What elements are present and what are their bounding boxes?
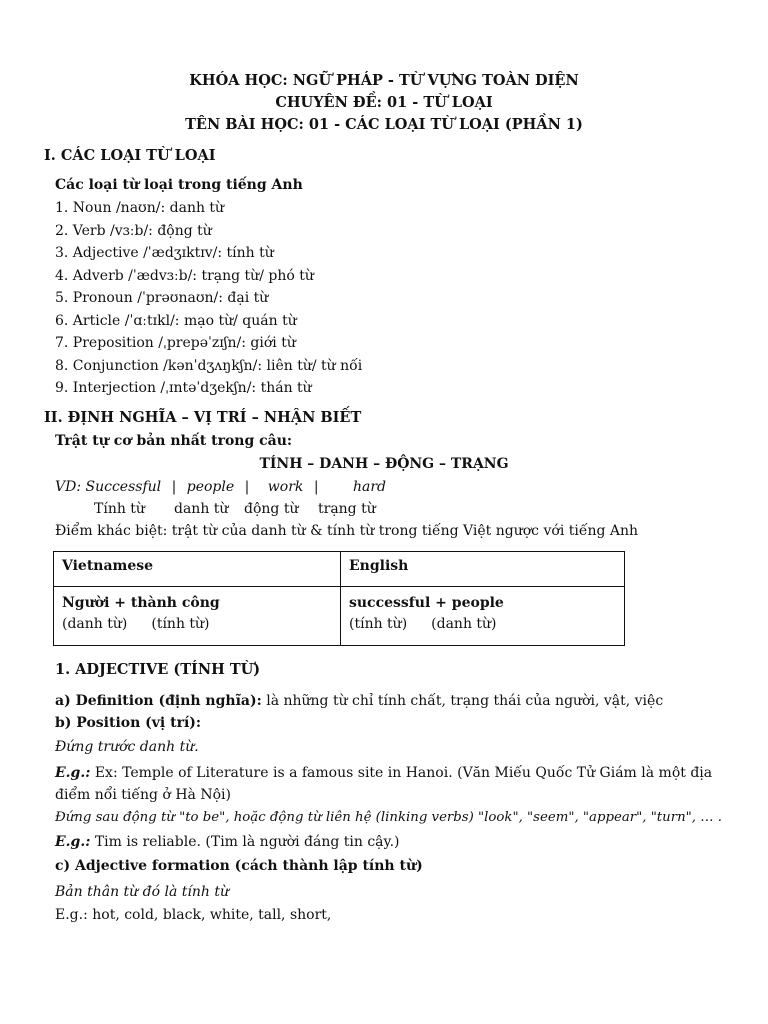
- cell-label: (danh từ): [62, 616, 128, 632]
- formation-example-1: E.g.: hot, cold, black, white, tall, short,: [55, 907, 332, 923]
- list-item: 4. Adverb /ˈædvɜːb/: trạng từ/ phó từ: [55, 268, 314, 284]
- table-header-vietnamese: Vietnamese: [54, 552, 341, 587]
- eg-label: E.g.:: [55, 765, 91, 781]
- example-label-adverb: trạng từ: [318, 501, 376, 517]
- list-item: 1. Noun /naʊn/: danh từ: [55, 200, 225, 216]
- position-label: b) Position (vị trí):: [55, 715, 202, 731]
- example-word-hard: hard: [353, 479, 387, 495]
- cell-label: (tính từ): [151, 616, 210, 632]
- example-1-text: Ex: Temple of Literature is a famous site in Hanoi. (Văn Miếu Quốc Tử Giám là một địa: [90, 765, 713, 781]
- example-sentence: [55, 477, 386, 497]
- example-label-adjective: Tính từ: [94, 501, 145, 517]
- cell-label: (tính từ): [349, 616, 408, 632]
- definition-text: là những từ chỉ tính chất, trạng thái của người, vật, việc: [261, 693, 664, 709]
- example-separator: |: [171, 479, 177, 495]
- example-label-verb: động từ: [244, 501, 299, 517]
- example-1-continuation: điểm nổi tiếng ở Hà Nội): [55, 787, 231, 803]
- example-1-line: [55, 763, 712, 783]
- table-header-row: [54, 552, 625, 587]
- example-word-work: work: [267, 479, 304, 495]
- example-separator: |: [244, 479, 250, 495]
- formation-rule-1: Bản thân từ đó là tính từ: [55, 884, 229, 900]
- example-separator: |: [313, 479, 319, 495]
- list-item: 5. Pronoun /ˈprəʊnaʊn/: đại từ: [55, 290, 269, 306]
- lesson-title: TÊN BÀI HỌC: 01 - CÁC LOẠI TỪ LOẠI (PHẦN 1): [185, 116, 583, 133]
- table-cell-vietnamese: [54, 587, 341, 646]
- section-2-heading: II. ĐỊNH NGHĨA – VỊ TRÍ – NHẬN BIẾT: [44, 409, 362, 426]
- table-header-english: English: [341, 552, 625, 587]
- example-prefix: VD: Successful: [55, 479, 162, 495]
- section-2-subheading: Trật tự cơ bản nhất trong câu:: [55, 433, 293, 449]
- example-label-noun: danh từ: [174, 501, 229, 517]
- table-row: [54, 587, 625, 646]
- cell-phrase: successful + people: [349, 595, 504, 611]
- comparison-table: [53, 551, 625, 646]
- eg-label: E.g.:: [55, 834, 91, 850]
- definition-label: a) Definition (định nghĩa):: [55, 693, 262, 709]
- list-item: 3. Adjective /ˈædʒɪktɪv/: tính từ: [55, 245, 274, 261]
- list-item: 8. Conjunction /kənˈdʒʌŋkʃn/: liên từ/ từ nối: [55, 358, 363, 374]
- word-order-line: TÍNH – DANH – ĐỘNG – TRẠNG: [259, 456, 509, 472]
- example-2-line: [55, 832, 399, 852]
- example-word-people: people: [186, 479, 235, 495]
- topic-title: CHUYÊN ĐỀ: 01 - TỪ LOẠI: [275, 94, 493, 111]
- example-2-text: Tim is reliable. (Tim là người đáng tin cậy.): [90, 834, 400, 850]
- list-item: 2. Verb /vɜːb/: động từ: [55, 223, 212, 239]
- position-rule-1: Đứng trước danh từ.: [55, 739, 199, 755]
- list-item: 6. Article /ˈɑːtɪkl/: mạo từ/ quán từ: [55, 313, 297, 329]
- cell-labels: [349, 613, 616, 635]
- list-item: 7. Preposition /ˌprepəˈzɪʃn/: giới từ: [55, 335, 296, 351]
- section-1-subheading: Các loại từ loại trong tiếng Anh: [55, 177, 303, 193]
- document-header: [0, 70, 768, 136]
- cell-label: (danh từ): [431, 616, 497, 632]
- cell-phrase: Người + thành công: [62, 595, 220, 611]
- position-rule-2: Đứng sau động từ "to be", hoặc động từ liên hệ (linking verbs) "look", "seem", "appear", "turn", … .: [55, 810, 722, 825]
- definition-line: [55, 691, 663, 711]
- formation-label: c) Adjective formation (cách thành lập tính từ): [55, 858, 423, 874]
- adjective-heading: 1. ADJECTIVE (TÍNH TỪ): [55, 661, 261, 678]
- cell-labels: [62, 613, 332, 635]
- list-item: 9. Interjection /ˌɪntəˈdʒekʃn/: thán từ: [55, 380, 312, 396]
- table-cell-english: [341, 587, 625, 646]
- course-title: KHÓA HỌC: NGỮ PHÁP - TỪ VỰNG TOÀN DIỆN: [189, 72, 579, 89]
- section-1-heading: I. CÁC LOẠI TỪ LOẠI: [44, 147, 216, 164]
- difference-note: Điểm khác biệt: trật từ của danh từ & tính từ trong tiếng Việt ngược với tiếng Anh: [55, 523, 639, 539]
